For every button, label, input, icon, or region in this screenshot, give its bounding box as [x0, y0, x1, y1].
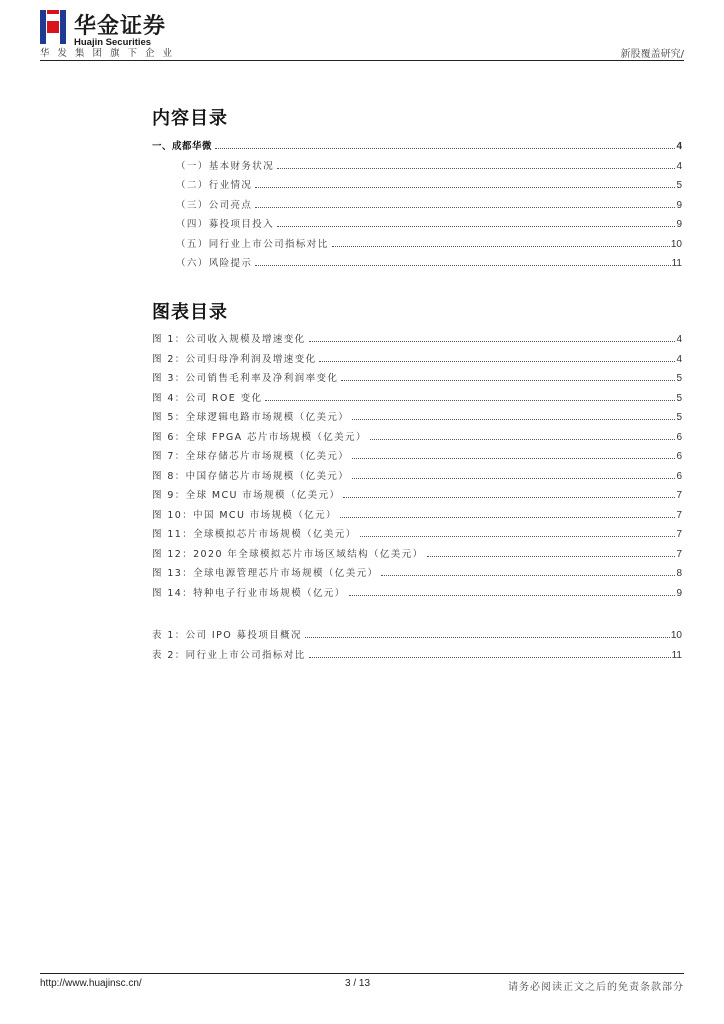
toc-entry-page: 9: [676, 219, 682, 230]
figure-entry[interactable]: [152, 331, 682, 351]
figure-entry-title: 图 12：2020 年全球模拟芯片市场区域结构（亿美元）: [152, 548, 424, 560]
figure-entry[interactable]: [152, 526, 682, 546]
dot-leader: [381, 575, 675, 576]
toc-entry[interactable]: [152, 138, 682, 158]
dot-leader: [341, 380, 675, 381]
figure-entry-title: 图 11：全球模拟芯片市场规模（亿美元）: [152, 529, 357, 540]
dot-leader: [332, 246, 670, 247]
footer-url-link[interactable]: http://www.huajinsc.cn/: [40, 978, 142, 989]
dot-leader: [255, 265, 670, 266]
disclaimer-note: 请务必阅读正文之后的免责条款部分: [508, 982, 684, 993]
table-entry-title: 表 1：公司 IPO 募投项目概况: [152, 630, 302, 641]
figures-heading: 图表目录: [152, 302, 228, 323]
toc-entry-title: （六）风险提示: [176, 258, 253, 269]
figure-entry-title: 图 9：全球 MCU 市场规模（亿美元）: [152, 490, 341, 501]
figure-entry-page: 7: [676, 529, 682, 540]
toc-entry[interactable]: [152, 158, 682, 178]
toc-entry-title: （三）公司亮点: [176, 199, 253, 211]
toc-entry[interactable]: [152, 255, 682, 275]
figure-entry-title: 图 2：公司归母净利润及增速变化: [152, 353, 317, 365]
dot-leader: [309, 341, 676, 342]
toc-entry[interactable]: [152, 216, 682, 236]
dot-leader: [265, 400, 675, 401]
figure-entry-page: 6: [676, 451, 682, 462]
dot-leader: [352, 458, 675, 459]
figure-entry-title: 图 13：全球电源管理芯片市场规模（亿美元）: [152, 568, 379, 579]
figure-entry[interactable]: [152, 448, 682, 468]
toc-entry-title: （一）基本财务状况: [176, 160, 275, 172]
toc-entry-page: 10: [670, 238, 682, 250]
figure-entry-page: 5: [676, 412, 682, 423]
figure-entry-title: 图 5：全球逻辑电路市场规模（亿美元）: [152, 412, 350, 423]
dot-leader: [427, 556, 676, 557]
figure-entry[interactable]: [152, 507, 682, 527]
dot-leader: [343, 497, 675, 498]
figure-entry-page: 8: [676, 568, 682, 579]
toc-entry-title: 一、成都华微: [152, 141, 213, 152]
dot-leader: [309, 657, 671, 658]
figure-entry-title: 图 8：中国存储芯片市场规模（亿美元）: [152, 470, 350, 482]
toc-entry[interactable]: [152, 177, 682, 197]
toc-entry-page: 4: [676, 160, 682, 172]
figure-entry-page: 7: [676, 548, 682, 560]
toc-entry-title: （二）行业情况: [176, 180, 253, 191]
dot-leader: [277, 226, 675, 227]
figure-entry-page: 6: [676, 431, 682, 443]
dot-leader: [215, 148, 675, 149]
figure-entry[interactable]: [152, 487, 682, 507]
figure-entry-title: 图 14：特种电子行业市场规模（亿元）: [152, 587, 346, 599]
figure-entry[interactable]: [152, 351, 682, 371]
dot-leader: [360, 536, 676, 537]
logo-chinese-name: 华金证券: [74, 14, 167, 39]
dot-leader: [255, 187, 675, 188]
footer-divider: [40, 973, 684, 974]
toc-heading: 内容目录: [152, 108, 228, 129]
toc-entry-title: （五）同行业上市公司指标对比: [176, 238, 329, 250]
toc-entry[interactable]: [152, 236, 682, 256]
toc-list: [152, 138, 682, 275]
dot-leader: [352, 478, 675, 479]
figure-list: [152, 331, 682, 604]
dot-leader: [370, 439, 676, 440]
figure-entry[interactable]: [152, 468, 682, 488]
table-entry-page: 11: [671, 649, 682, 661]
figure-entry[interactable]: [152, 390, 682, 410]
figure-entry-title: 图 1：公司收入规模及增速变化: [152, 334, 306, 345]
figure-entry-page: 5: [676, 373, 682, 384]
toc-entry-title: （四）募投项目投入: [176, 219, 275, 230]
dot-leader: [255, 207, 675, 208]
dot-leader: [305, 637, 670, 638]
dot-leader: [349, 595, 676, 596]
figure-entry[interactable]: [152, 565, 682, 585]
figure-entry-page: 4: [676, 334, 682, 345]
figure-entry-title: 图 3：公司销售毛利率及净利润率变化: [152, 373, 339, 384]
figure-entry-page: 7: [676, 509, 682, 521]
toc-entry-page: 4: [676, 141, 682, 152]
figure-entry[interactable]: [152, 409, 682, 429]
figure-entry[interactable]: [152, 429, 682, 449]
toc-entry-page: 5: [676, 180, 682, 191]
figure-entry-page: 5: [676, 392, 682, 404]
figure-entry-page: 7: [676, 490, 682, 501]
toc-entry-page: 11: [671, 258, 682, 269]
table-entry[interactable]: [152, 627, 682, 647]
figure-entry-title: 图 6：全球 FPGA 芯片市场规模（亿美元）: [152, 431, 367, 443]
table-entry-title: 表 2：同行业上市公司指标对比: [152, 649, 306, 661]
figure-entry-page: 4: [676, 353, 682, 365]
huajin-logo: [40, 10, 172, 50]
table-list: [152, 627, 682, 666]
page-number: 3 / 13: [345, 978, 371, 989]
figure-entry[interactable]: [152, 546, 682, 566]
header-divider: [40, 60, 684, 61]
figure-entry[interactable]: [152, 370, 682, 390]
toc-entry-page: 9: [676, 199, 682, 211]
table-entry-page: 10: [670, 630, 682, 641]
dot-leader: [340, 517, 676, 518]
dot-leader: [277, 168, 675, 169]
figure-entry-page: 6: [676, 470, 682, 482]
figure-entry-title: 图 10：中国 MCU 市场规模（亿元）: [152, 509, 337, 521]
company-slogan: 华发集团旗下企业: [40, 48, 181, 59]
figure-entry-title: 图 4：公司 ROE 变化: [152, 392, 263, 404]
report-type: 新股覆盖研究/: [620, 49, 684, 60]
figure-entry-page: 9: [676, 587, 682, 599]
table-entry[interactable]: [152, 647, 682, 667]
huajin-logo-mark-icon: [40, 10, 66, 44]
dot-leader: [319, 361, 675, 362]
logo-english-name: Huajin Securities: [74, 37, 152, 48]
figure-entry[interactable]: [152, 585, 682, 605]
dot-leader: [352, 419, 675, 420]
figure-entry-title: 图 7：全球存储芯片市场规模（亿美元）: [152, 451, 350, 462]
toc-entry[interactable]: [152, 197, 682, 217]
